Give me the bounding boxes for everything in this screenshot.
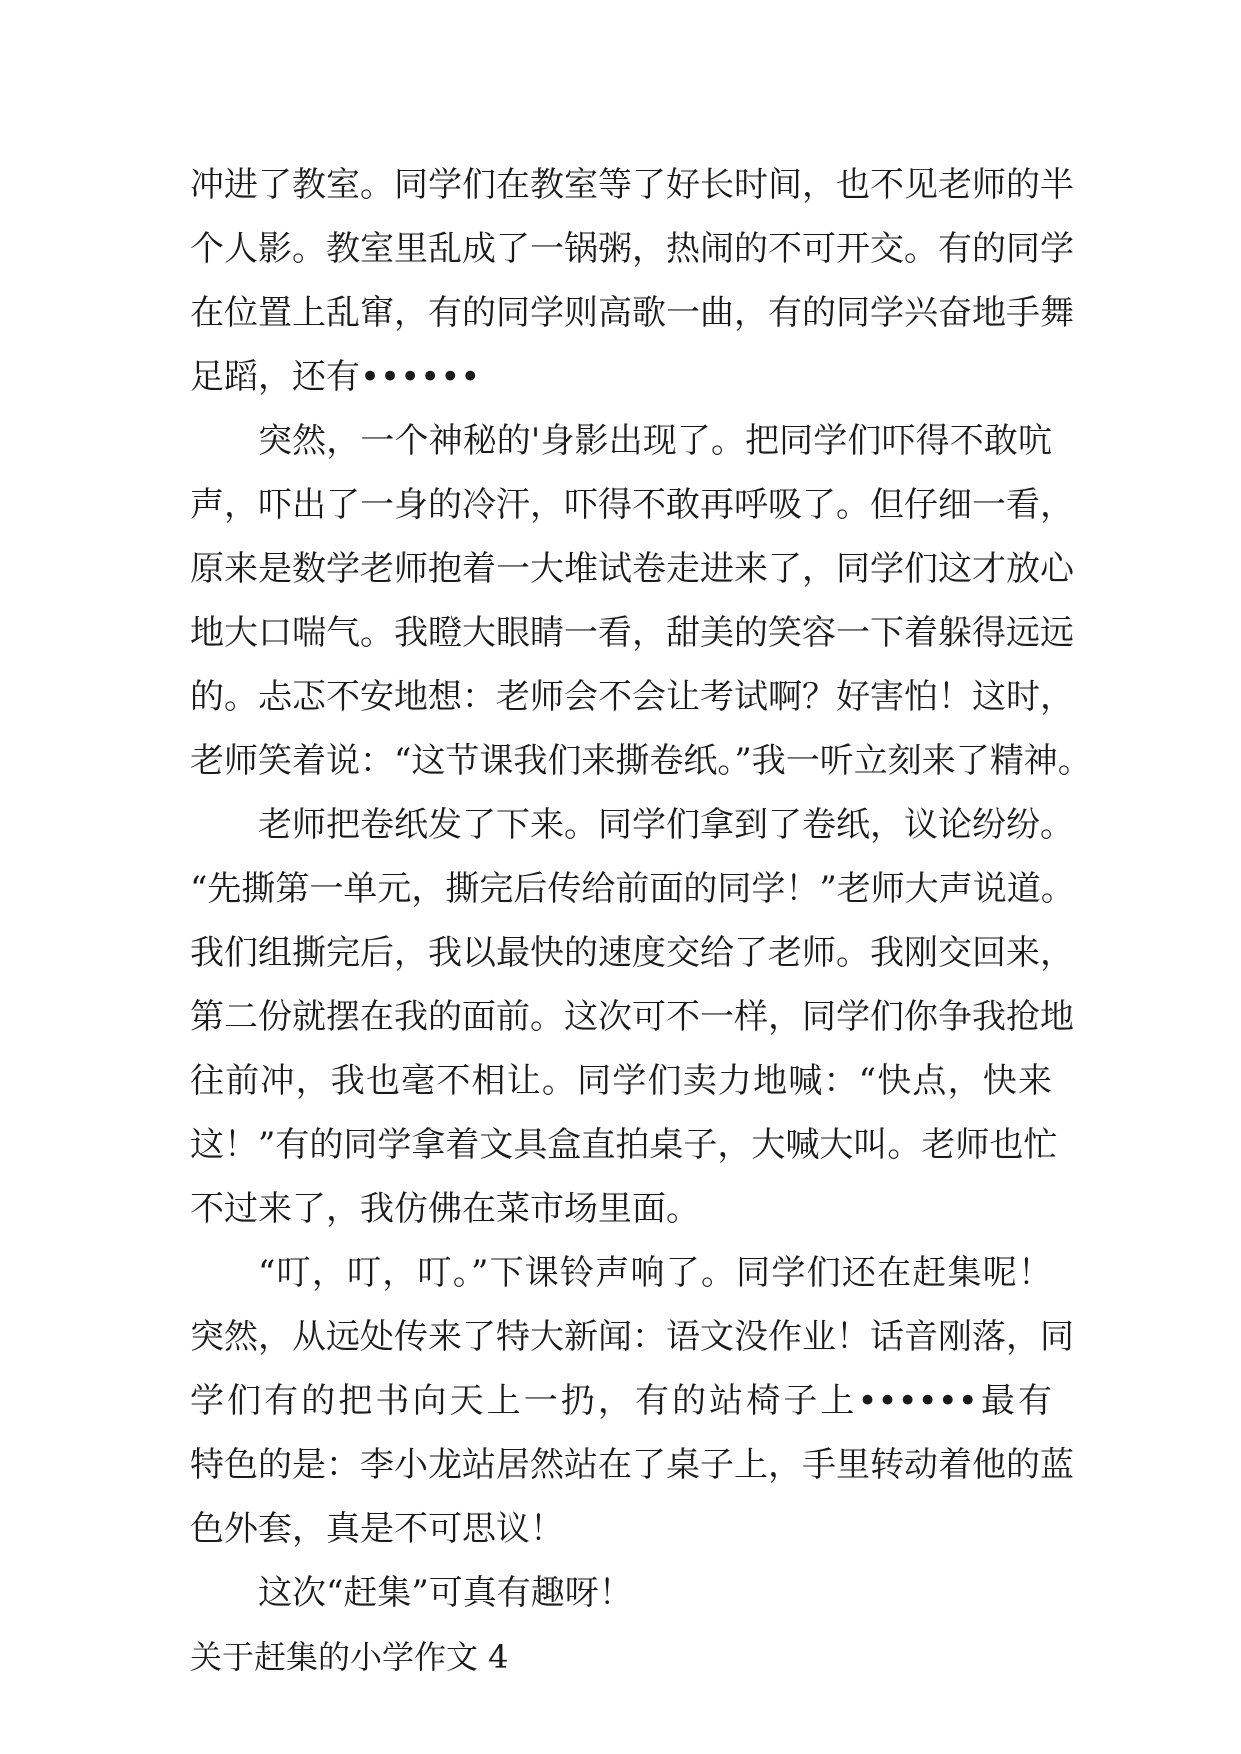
essay-line: “叮，叮，叮。”下课铃声响了。同学们还在赶集呢！ <box>258 1253 1052 1293</box>
essay-body <box>190 153 1092 1689</box>
essay-line: 原来是数学老师抱着一大堆试卷走进来了，同学们这才放心 <box>190 549 1074 589</box>
essay-line: 的。忐忑不安地想：老师会不会让考试啊？好害怕！这时， <box>190 677 1074 717</box>
essay-line: 老师把卷纸发了下来。同学们拿到了卷纸，议论纷纷。 <box>258 805 1074 845</box>
essay-line: 学们有的把书向天上一扔，有的站椅子上••••••最有 <box>190 1381 1052 1421</box>
essay-line: 突然，从远处传来了特大新闻：语文没作业！话音刚落，同 <box>190 1317 1074 1357</box>
essay-line: 声，吓出了一身的冷汗，吓得不敢再呼吸了。但仔细一看， <box>190 485 1074 525</box>
essay-line: 冲进了教室。同学们在教室等了好长时间，也不见老师的半 <box>190 165 1074 205</box>
essay-line: 特色的是：李小龙站居然站在了桌子上，手里转动着他的蓝 <box>190 1445 1074 1485</box>
essay-line: 往前冲，我也毫不相让。同学们卖力地喊：“快点，快来 <box>190 1061 1052 1101</box>
essay-line: 老师笑着说：“这节课我们来撕卷纸。”我一听立刻来了精神。 <box>190 741 1092 781</box>
essay-line: 我们组撕完后，我以最快的速度交给了老师。我刚交回来， <box>190 933 1074 973</box>
section-heading: 关于赶集的小学作文 4 <box>190 1638 509 1676</box>
essay-line: 在位置上乱窜，有的同学则高歌一曲，有的同学兴奋地手舞 <box>190 293 1074 333</box>
essay-line: 不过来了，我仿佛在菜市场里面。 <box>190 1189 700 1229</box>
essay-line: 色外套，真是不可思议！ <box>190 1509 564 1549</box>
essay-line: “先撕第一单元，撕完后传给前面的同学！”老师大声说道。 <box>190 869 1075 909</box>
essay-line: 突然，一个神秘的'身影出现了。把同学们吓得不敢吭 <box>258 421 1052 461</box>
essay-line: 第二份就摆在我的面前。这次可不一样，同学们你争我抢地 <box>190 997 1074 1037</box>
essay-line: 这！”有的同学拿着文具盒直拍桌子，大喊大叫。老师也忙 <box>190 1125 1058 1165</box>
essay-line: 个人影。教室里乱成了一锅粥，热闹的不可开交。有的同学 <box>190 229 1074 269</box>
essay-line: 地大口喘气。我瞪大眼睛一看，甜美的笑容一下着躲得远远 <box>190 613 1074 653</box>
essay-line: 这次“赶集”可真有趣呀！ <box>258 1573 633 1613</box>
essay-line: 足蹈，还有•••••• <box>190 357 481 397</box>
